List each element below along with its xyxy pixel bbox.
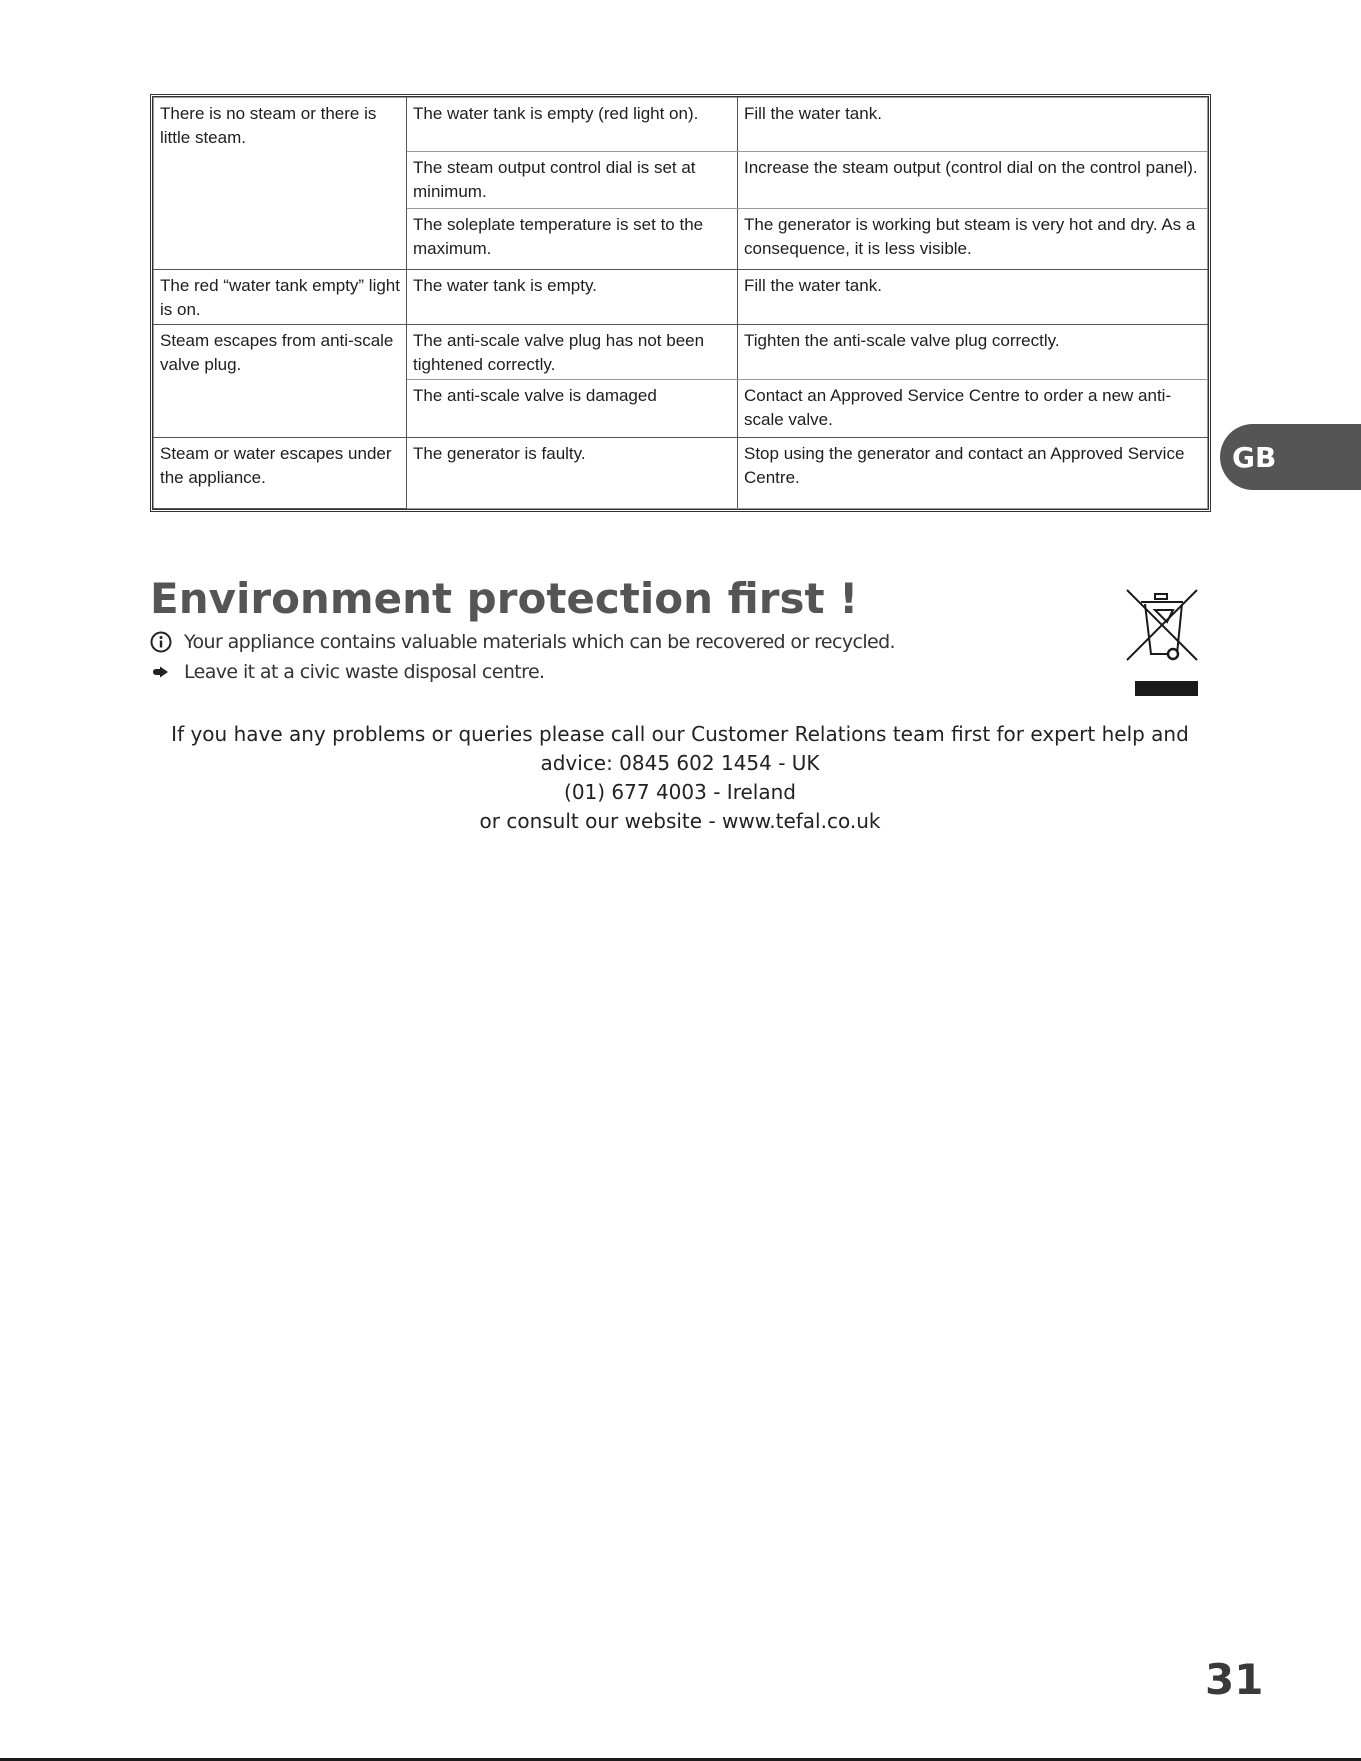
cause-cell: The water tank is empty. bbox=[407, 270, 738, 325]
troubleshooting-table bbox=[150, 94, 1211, 512]
cause-cell: The anti-scale valve plug has not been tightened correctly. bbox=[407, 325, 738, 380]
problem-cell: The red “water tank empty” light is on. bbox=[154, 270, 407, 325]
solution-cell: Stop using the generator and contact an Approved Service Centre. bbox=[738, 438, 1208, 509]
action-line bbox=[150, 661, 544, 683]
language-tab: GB bbox=[1220, 424, 1361, 490]
cause-cell: The soleplate temperature is set to the maximum. bbox=[407, 209, 738, 270]
solution-cell: Fill the water tank. bbox=[738, 270, 1208, 325]
info-circle-icon bbox=[150, 631, 172, 653]
action-text: Leave it at a civic waste disposal centre. bbox=[184, 661, 545, 683]
contact-line: (01) 677 4003 - Ireland bbox=[564, 780, 796, 804]
problem-cell: There is no steam or there is little steam. bbox=[154, 98, 407, 270]
contact-line: or consult our website - www.tefal.co.uk bbox=[479, 809, 881, 833]
info-text: Your appliance contains valuable materials which can be recovered or recycled. bbox=[184, 631, 895, 653]
page-number: 31 bbox=[1205, 1655, 1264, 1704]
cause-cell: The water tank is empty (red light on). bbox=[407, 98, 738, 152]
crossed-out-wheelie-bin-icon bbox=[1125, 588, 1203, 698]
section-title: Environment protection first ! bbox=[150, 574, 859, 623]
problem-cell: Steam or water escapes under the appliance. bbox=[154, 438, 407, 509]
arrow-right-icon bbox=[150, 661, 172, 683]
solution-cell: Tighten the anti-scale valve plug correctly. bbox=[738, 325, 1208, 380]
contact-line: If you have any problems or queries please call our Customer Relations team first for expert help and bbox=[171, 722, 1189, 746]
problem-cell: Steam escapes from anti-scale valve plug. bbox=[154, 325, 407, 438]
cause-cell: The anti-scale valve is damaged bbox=[407, 380, 738, 438]
solution-cell: Contact an Approved Service Centre to order a new anti-scale valve. bbox=[738, 380, 1208, 438]
cause-cell: The steam output control dial is set at minimum. bbox=[407, 152, 738, 209]
solution-cell: The generator is working but steam is very hot and dry. As a consequence, it is less visible. bbox=[738, 209, 1208, 270]
info-line bbox=[150, 631, 895, 653]
solution-cell: Increase the steam output (control dial on the control panel). bbox=[738, 152, 1208, 209]
cause-cell: The generator is faulty. bbox=[407, 438, 738, 509]
contact-info bbox=[150, 720, 1210, 836]
contact-line: advice: 0845 602 1454 - UK bbox=[540, 751, 820, 775]
solution-cell: Fill the water tank. bbox=[738, 98, 1208, 152]
